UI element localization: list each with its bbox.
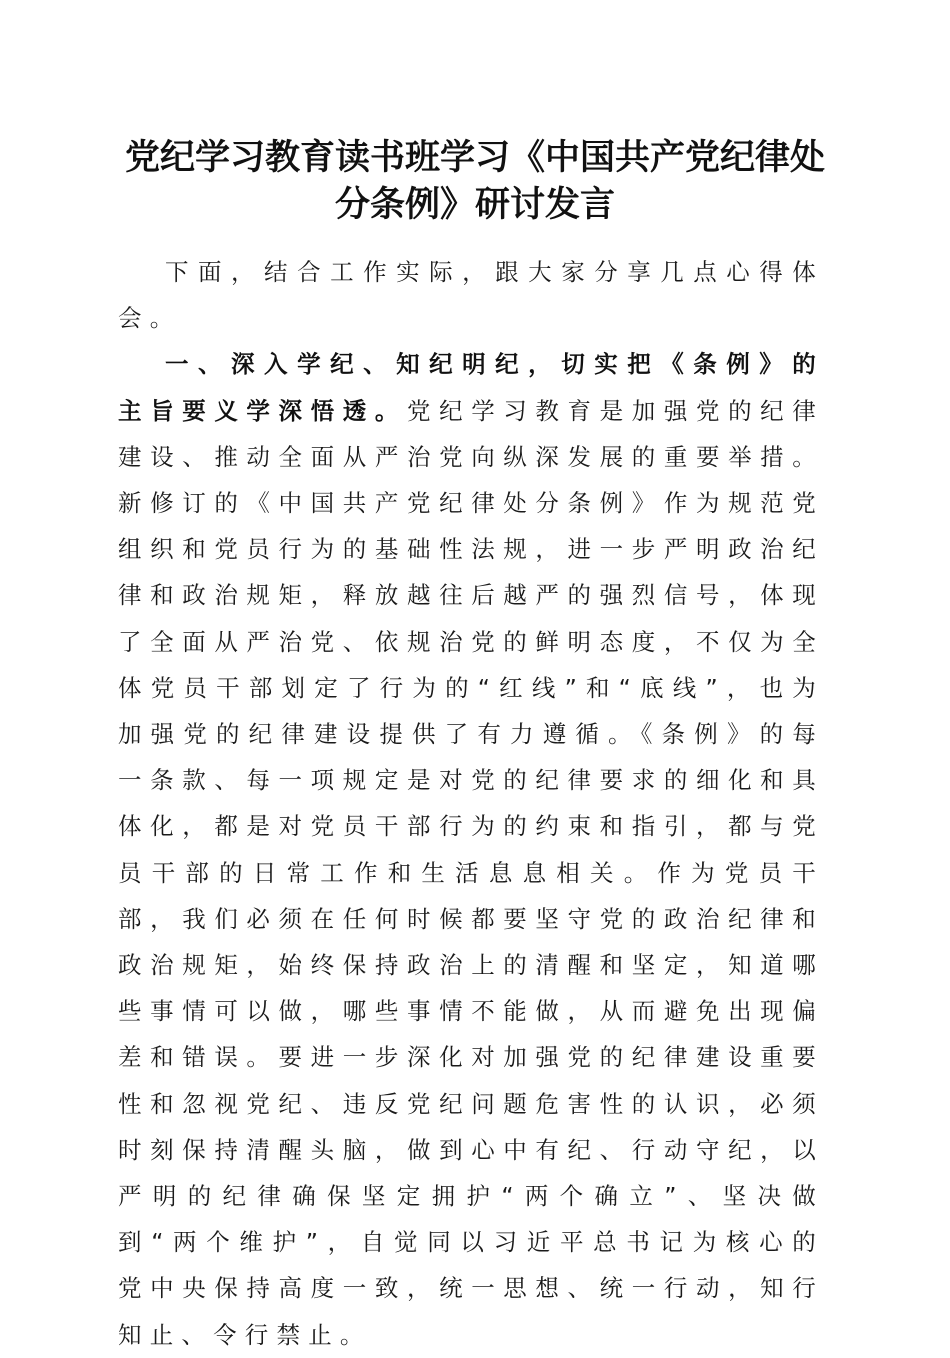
paragraph-intro-text: 下面，结合工作实际，跟大家分享几点心得体会。 (118, 258, 824, 333)
paragraph-section-1 (118, 341, 824, 1357)
section-1-heading: 一、深入学纪、知纪明纪，切实把《条例》的主旨要义学深悟透。 (118, 350, 824, 425)
title-line-1: 党纪学习教育读书班学习《中国共产党纪律处 (124, 137, 825, 178)
paragraph-intro (118, 249, 824, 341)
document-title (100, 134, 850, 228)
section-1-text: 党纪学习教育是加强党的纪律建设、推动全面从严治党向纵深发展的重要举措。新修订的《中国共产党纪律处分条例》作为规范党组织和党员行为的基础性法规，进一步严明政治纪律和政治规矩，释放越往后越严的强烈信号，体现了全面从严治党、依规治党的鲜明态度，不仅为全体党员干部划定了行为的“红线”和“底线”，也为加强党的纪律建设提供了有力遵循。《条例》的每一条款、每一项规定是对党的纪律要求的细化和具体化，都是对党员干部行为的约束和指引，都与党员干部的日常工作和生活息息相关。作为党员干部，我们必须在任何时候都要坚守党的政治纪律和政治规矩，始终保持政治上的清醒和坚定，知道哪些事情可以做，哪些事情不能做，从而避免出现偏差和错误。要进一步深化对加强党的纪律建设重要性和忽视党纪、违反党纪问题危害性的认识，必须时刻保持清醒头脑，做到心中有纪、行动守纪，以严明的纪律确保坚定拥护“两个确立”、坚决做到“两个维护”，自觉同以习近平总书记为核心的党中央保持高度一致，统一思想、统一行动，知行知止、令行禁止。 (118, 396, 824, 1349)
title-line-2: 分条例》研讨发言 (334, 184, 615, 225)
document-body (118, 249, 824, 1358)
